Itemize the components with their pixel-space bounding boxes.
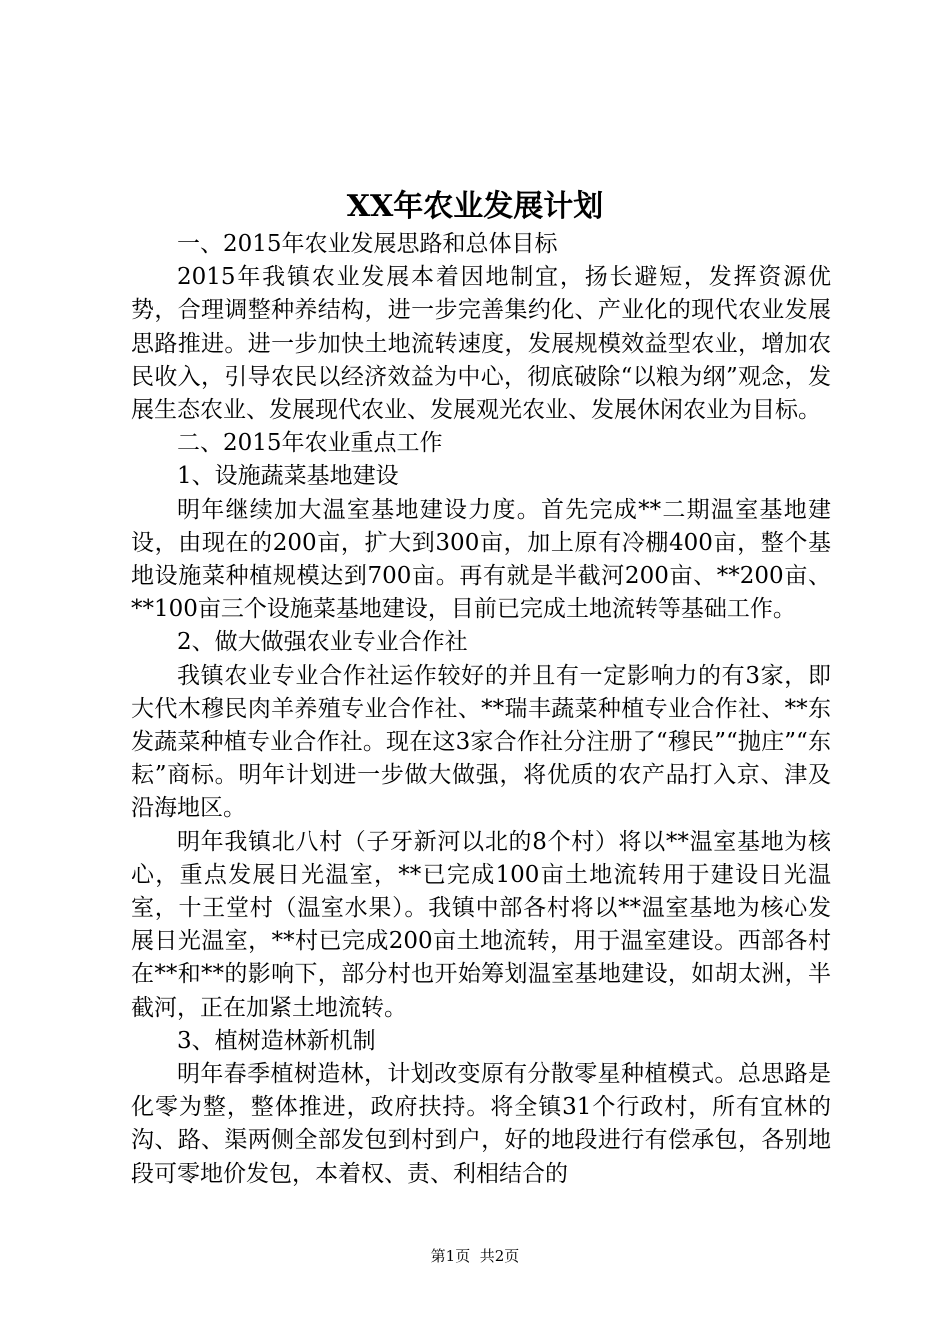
paragraph: 明年继续加大温室基地建设力度。首先完成**二期温室基地建设，由现在的200亩，扩大到300亩，加上原有冷棚400亩，整个基地设施菜种植规模达到700亩。再有就是半截河200亩、**200亩、**100亩三个设施菜基地建设，目前已完成土地流转等基础工作。 <box>131 496 831 623</box>
document-body <box>131 228 831 1191</box>
subsection-heading-3: 3、植树造林新机制 <box>177 1027 376 1054</box>
footer-spacer <box>470 1247 480 1265</box>
document-title: XX年农业发展计划 <box>346 189 604 224</box>
paragraph: 明年春季植树造林，计划改变原有分散零星种植模式。总思路是化零为整，整体推进，政府扶持。将全镇31个行政村，所有宜林的沟、路、渠两侧全部发包到村到户，好的地段进行有偿承包，各别地段可零地价发包，本着权、责、利相结合的 <box>131 1061 831 1187</box>
paragraph: 明年我镇北八村（子牙新河以北的8个村）将以**温室基地为核心，重点发展日光温室，**已完成100亩土地流转用于建设日光温室，十王堂村（温室水果）。我镇中部各村将以**温室基地为核心发展日光温室，**村已完成200亩土地流转，用于温室建设。西部各村在**和**的影响下，部分村也开始筹划温室基地建设，如胡太洲，半截河，正在加紧土地流转。 <box>131 828 831 1021</box>
subsection-heading-2: 2、做大做强农业专业合作社 <box>177 629 468 656</box>
section-heading-1: 一、2015年农业发展思路和总体目标 <box>177 231 558 257</box>
section-heading-2: 二、2015年农业重点工作 <box>177 430 443 457</box>
paragraph: 2015年我镇农业发展本着因地制宜，扬长避短，发挥资源优势，合理调整种养结构，进一步完善集约化、产业化的现代农业发展思路推进。进一步加快土地流转速度，发展规模效益型农业，增加农民收入，引导农民以经济效益为中心，彻底破除“以粮为纲”观念，发展生态农业、发展现代农业、发展观光农业、发展休闲农业为目标。 <box>131 264 831 424</box>
paragraph: 我镇农业专业合作社运作较好的并且有一定影响力的有3家，即大代木穆民肉羊养殖专业合作社、**瑞丰蔬菜种植专业合作社、**东发蔬菜种植专业合作社。现在这3家合作社分注册了“穆民”“抛庄”“东耘”商标。明年计划进一步做大做强，将优质的农产品打入京、津及沿海地区。 <box>131 662 831 822</box>
page-footer <box>0 1246 950 1266</box>
page-total: 共2页 <box>479 1247 520 1265</box>
page-number: 第1页 <box>430 1247 471 1265</box>
subsection-heading-1: 1、设施蔬菜基地建设 <box>177 463 399 490</box>
